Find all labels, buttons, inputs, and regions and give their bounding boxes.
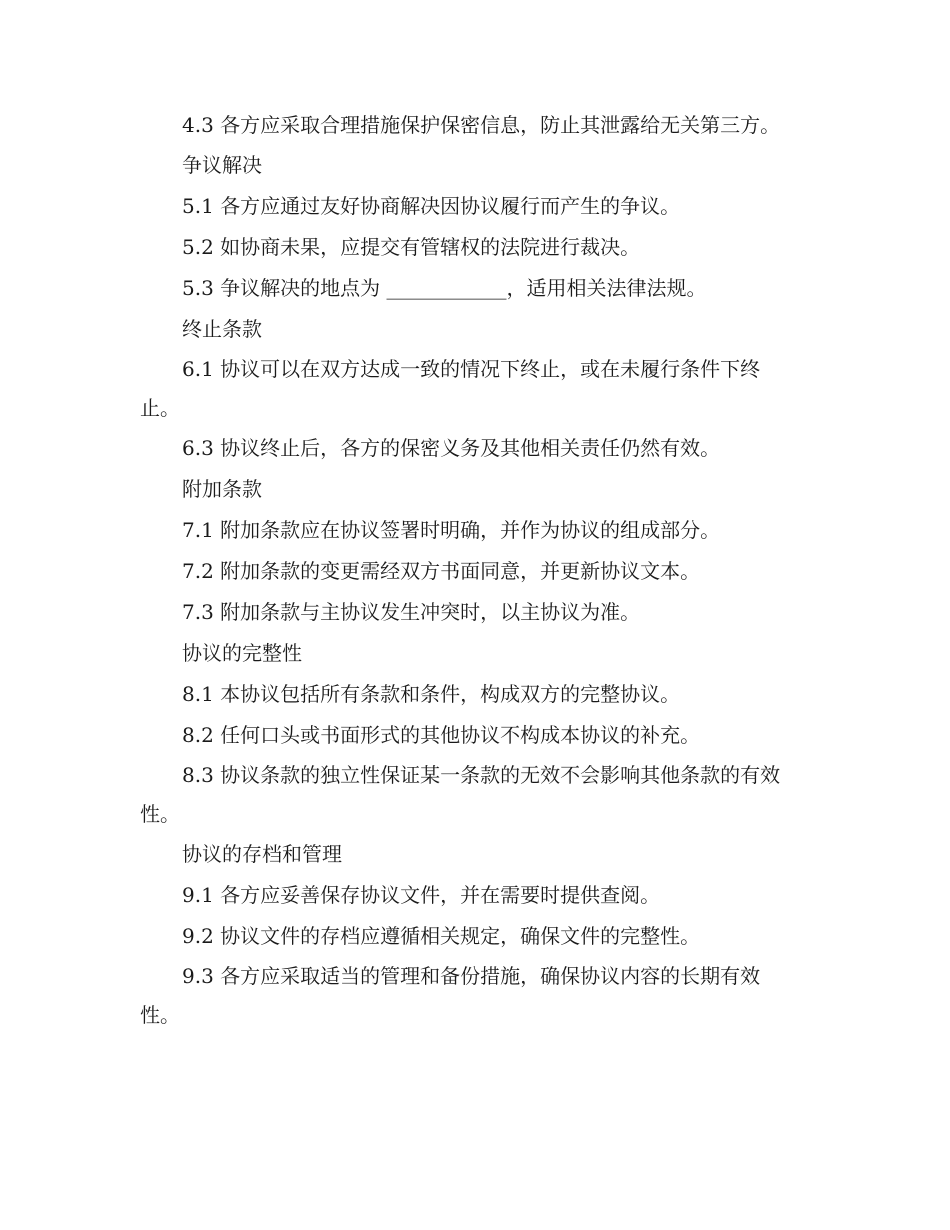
clause-7-3: 7.3 附加条款与主协议发生冲突时，以主协议为准。: [182, 600, 641, 624]
clause-8-3: 8.3 协议条款的独立性保证某一条款的无效不会影响其他条款的有效性。: [140, 763, 781, 826]
heading-archive-management: 协议的存档和管理: [182, 842, 342, 866]
clause-4-3: 4.3 各方应采取合理措施保护保密信息，防止其泄露给无关第三方。: [182, 113, 781, 137]
clause-8-1: 8.1 本协议包括所有条款和条件，构成双方的完整协议。: [182, 682, 681, 706]
clause-7-2: 7.2 附加条款的变更需经双方书面同意，并更新协议文本。: [182, 559, 701, 583]
clause-7-1: 7.1 附加条款应在协议签署时明确，并作为协议的组成部分。: [182, 518, 721, 542]
clause-6-3: 6.3 协议终止后，各方的保密义务及其他相关责任仍然有效。: [182, 436, 721, 460]
clause-9-1: 9.1 各方应妥善保存协议文件，并在需要时提供查阅。: [182, 883, 661, 907]
heading-additional-terms: 附加条款: [182, 477, 262, 501]
clause-9-3: 9.3 各方应采取适当的管理和备份措施，确保协议内容的长期有效性。: [140, 964, 761, 1027]
heading-integrity: 协议的完整性: [182, 641, 302, 665]
clause-6-1: 6.1 协议可以在双方达成一致的情况下终止，或在未履行条件下终止。: [140, 357, 761, 420]
clause-5-3: 5.3 争议解决的地点为 ____________，适用相关法律法规。: [182, 276, 707, 300]
clause-9-2: 9.2 协议文件的存档应遵循相关规定，确保文件的完整性。: [182, 924, 701, 948]
heading-termination: 终止条款: [182, 317, 262, 341]
clause-8-2: 8.2 任何口头或书面形式的其他协议不构成本协议的补充。: [182, 723, 701, 747]
heading-dispute-resolution: 争议解决: [182, 153, 262, 177]
clause-5-2: 5.2 如协商未果，应提交有管辖权的法院进行裁决。: [182, 235, 641, 259]
document-page: [140, 106, 800, 1035]
clause-5-1: 5.1 各方应通过友好协商解决因协议履行而产生的争议。: [182, 194, 681, 218]
